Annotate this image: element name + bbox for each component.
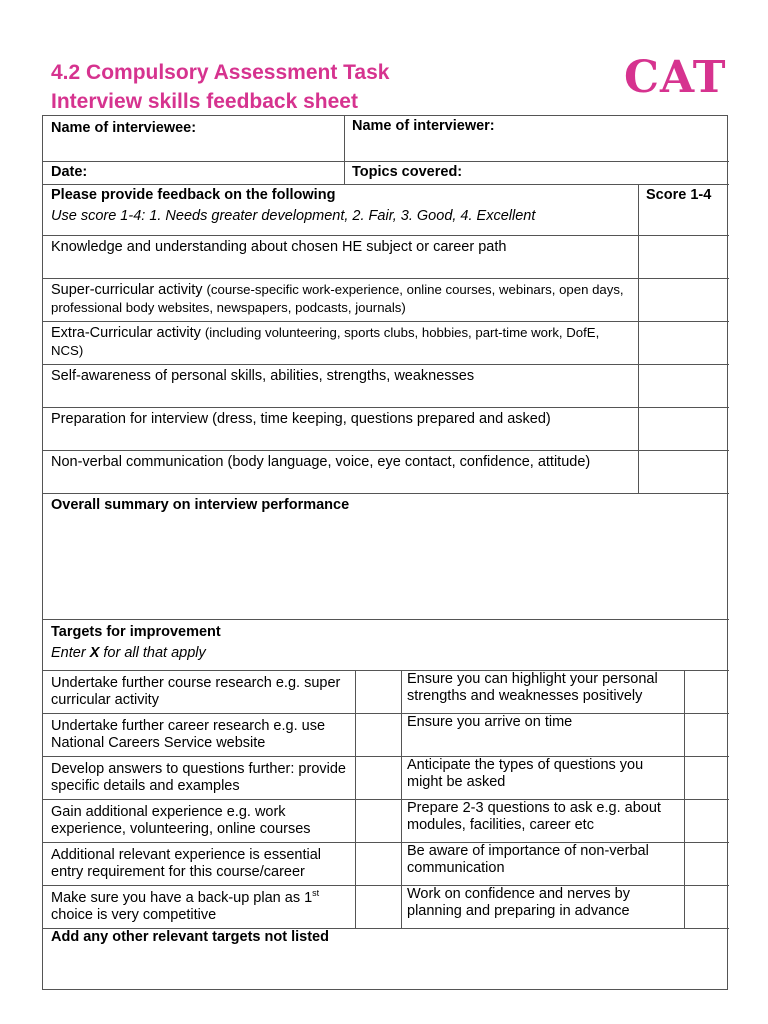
score-input-1[interactable]	[638, 235, 729, 278]
score-header: Score 1-4	[646, 187, 712, 203]
criterion-6: Non-verbal communication (body language, voice, eye contact, confidence, attitude)	[51, 454, 591, 470]
target-check-right-5[interactable]	[684, 842, 729, 885]
feedback-instruction: Use score 1-4: 1. Needs greater development, 2. Fair, 3. Good, 4. Excellent	[51, 208, 536, 224]
document-title	[51, 58, 389, 116]
cat-logo: CAT	[624, 52, 727, 103]
target-check-left-4[interactable]	[355, 799, 401, 842]
target-right-5: Be aware of importance of non-verbal communication	[407, 843, 649, 876]
target-right-6: Work on confidence and nerves by planning and preparing in advance	[407, 886, 631, 919]
targets-instruction: Enter X for all that apply	[51, 645, 206, 661]
target-check-right-6[interactable]	[684, 885, 729, 928]
target-left-6: Make sure you have a back-up plan as 1st choice is very competitive	[51, 888, 320, 923]
criterion-5: Preparation for interview (dress, time keeping, questions prepared and asked)	[51, 411, 551, 427]
target-check-left-5[interactable]	[355, 842, 401, 885]
criterion-4: Self-awareness of personal skills, abilities, strengths, weaknesses	[51, 368, 475, 384]
target-check-right-4[interactable]	[684, 799, 729, 842]
target-left-2: Undertake further career research e.g. use National Careers Service website	[51, 718, 326, 751]
interviewer-field[interactable]: Name of interviewer:	[352, 118, 495, 134]
score-input-3[interactable]	[638, 321, 729, 364]
score-input-2[interactable]	[638, 278, 729, 321]
target-left-4: Gain additional experience e.g. work experience, volunteering, online courses	[51, 804, 311, 837]
feedback-heading: Please provide feedback on the following	[51, 187, 336, 203]
other-targets-area[interactable]: Add any other relevant targets not listed	[51, 929, 329, 945]
targets-heading: Targets for improvement	[51, 624, 221, 640]
feedback-form	[42, 115, 728, 990]
score-input-5[interactable]	[638, 407, 729, 450]
target-check-left-6[interactable]	[355, 885, 401, 928]
target-left-1: Undertake further course research e.g. super curricular activity	[51, 675, 341, 708]
feedback-header	[43, 184, 638, 235]
target-left-3: Develop answers to questions further: provide specific details and examples	[51, 761, 346, 794]
target-check-left-3[interactable]	[355, 756, 401, 799]
target-right-2: Ensure you arrive on time	[407, 714, 573, 730]
target-check-right-3[interactable]	[684, 756, 729, 799]
target-check-left-2[interactable]	[355, 713, 401, 756]
target-right-3: Anticipate the types of questions you might be asked	[407, 757, 644, 790]
target-left-5: Additional relevant experience is essential entry requirement for this course/career	[51, 847, 322, 880]
topics-field[interactable]: Topics covered:	[352, 164, 463, 180]
criterion-3: Extra-Curricular activity (including volunteering, sports clubs, hobbies, part-time work, DofE, NCS)	[51, 325, 600, 358]
date-field[interactable]: Date:	[51, 164, 88, 180]
target-check-right-2[interactable]	[684, 713, 729, 756]
criterion-2: Super-curricular activity (course-specific work-experience, online courses, webinars, open days, professional body websites, newspapers, podcasts, journals)	[51, 282, 624, 315]
title-line-2: Interview skills feedback sheet	[51, 90, 358, 113]
interviewee-field[interactable]: Name of interviewee:	[51, 120, 197, 136]
target-right-1: Ensure you can highlight your personal strengths and weaknesses positively	[407, 671, 658, 704]
target-check-right-1[interactable]	[684, 670, 729, 713]
summary-area[interactable]: Overall summary on interview performance	[51, 497, 350, 513]
title-line-1: 4.2 Compulsory Assessment Task	[51, 61, 390, 84]
score-input-4[interactable]	[638, 364, 729, 407]
criterion-1: Knowledge and understanding about chosen HE subject or career path	[51, 239, 507, 255]
target-right-4: Prepare 2-3 questions to ask e.g. about modules, facilities, career etc	[407, 800, 661, 833]
targets-header	[43, 619, 729, 670]
target-check-left-1[interactable]	[355, 670, 401, 713]
score-input-6[interactable]	[638, 450, 729, 493]
